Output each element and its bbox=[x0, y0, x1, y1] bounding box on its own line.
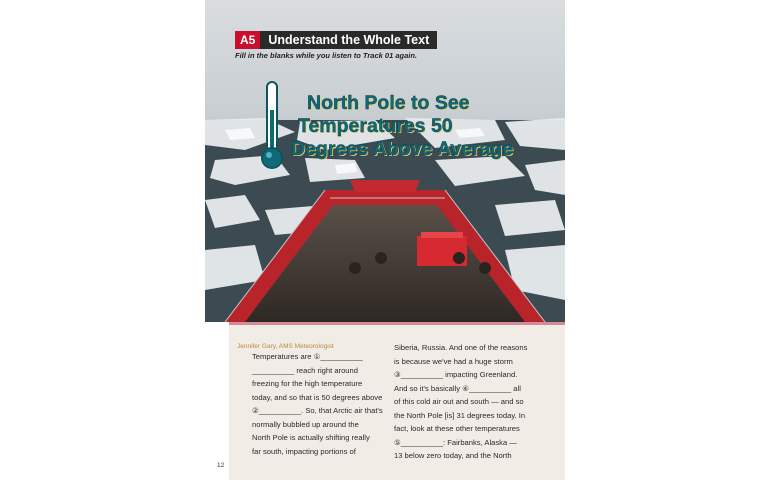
text-line: Siberia, Russia. And one of the reasons bbox=[394, 343, 528, 352]
headline-line-3: Degrees Above Average bbox=[291, 138, 514, 160]
text-line: far south, impacting portions of bbox=[252, 446, 356, 456]
text-line: fact, look at these other temperatures bbox=[394, 424, 520, 433]
speaker-label: Jennifer Gary, AMS Meteorologist bbox=[237, 343, 334, 350]
text-line: today, and so that is 50 degrees above bbox=[252, 392, 383, 402]
text-line: is because we've had a huge storm bbox=[394, 356, 513, 366]
text-column-2 bbox=[394, 341, 549, 463]
text-line: freezing for the high temperature bbox=[252, 379, 363, 388]
headline bbox=[291, 92, 561, 161]
thermometer-icon bbox=[257, 80, 287, 177]
text-line: the North Pole [is] 31 degrees today. In bbox=[394, 410, 526, 420]
text-line: And so it's basically ④__________ all bbox=[394, 383, 521, 393]
section-number: A5 bbox=[235, 31, 260, 49]
section-title: Understand the Whole Text bbox=[260, 31, 437, 49]
text-line: normally bubbled up around the bbox=[252, 419, 359, 429]
panel-divider bbox=[229, 322, 565, 325]
textbook-page bbox=[205, 0, 565, 480]
text-line: ⑤__________: Fairbanks, Alaska — bbox=[394, 437, 517, 447]
text-line: ②__________. So, that Arctic air that's bbox=[252, 406, 383, 415]
section-badge bbox=[235, 31, 437, 49]
text-line: ③__________ impacting Greenland. bbox=[394, 370, 518, 379]
headline-line-2: Temperatures 50 bbox=[298, 115, 453, 137]
text-line: 13 below zero today, and the North bbox=[394, 451, 512, 460]
text-line: North Pole is actually shifting really bbox=[252, 433, 370, 442]
text-column-1 bbox=[252, 350, 394, 458]
text-line: of this cold air out and south — and so bbox=[394, 397, 524, 406]
text-line: __________ reach right around bbox=[252, 365, 358, 375]
page-number: 12 bbox=[217, 462, 225, 469]
instruction-text: Fill in the blanks while you listen to Track 01 again. bbox=[235, 51, 417, 60]
headline-line-1: North Pole to See bbox=[307, 92, 470, 114]
text-line: Temperatures are ①__________ bbox=[252, 352, 363, 361]
